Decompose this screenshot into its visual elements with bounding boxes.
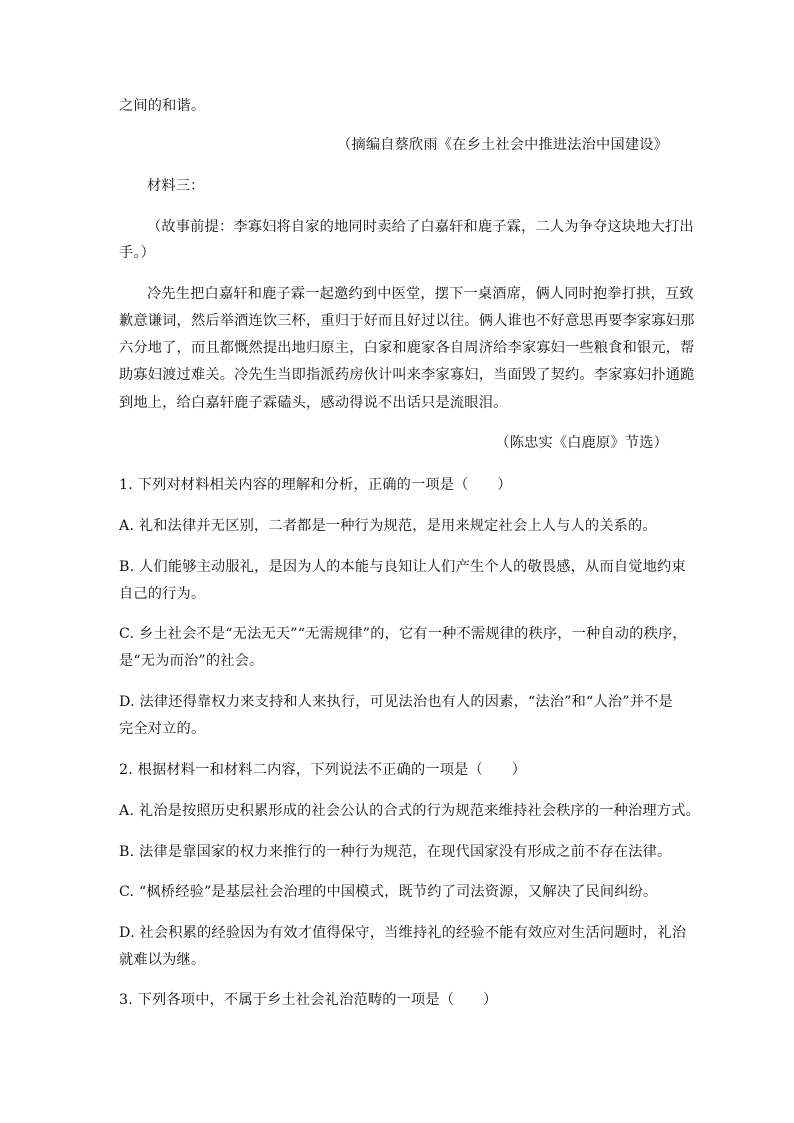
option-line: B. 法律是靠国家的权力来推行的一种行为规范，在现代国家没有形成之前不存在法律。 bbox=[119, 844, 672, 860]
paragraph-line: 手。） bbox=[119, 245, 156, 261]
citation-line: （陈忠实《白鹿原》节选） bbox=[495, 435, 668, 451]
paragraph-line: 六分地了，而且都慨然提出地归原主，白家和鹿家各自周济给李家寡妇一些粮食和银元，帮 bbox=[119, 340, 695, 356]
option-line: 是“无为而治”的社会。 bbox=[119, 653, 264, 669]
option-line: D. 法律还得靠权力来支持和人来执行，可见法治也有人的因素，“法治”和“人治”并不是 bbox=[119, 694, 673, 710]
option-line: D. 社会积累的经验因为有效才值得保守，当维持礼的经验不能有效应对生活问题时，礼治 bbox=[119, 925, 687, 941]
question-stem: 1. 下列对材料相关内容的理解和分析，正确的一项是（ ） bbox=[119, 477, 512, 493]
option-line: 就难以为继。 bbox=[119, 952, 206, 968]
option-line: C. 乡土社会不是“无法无天”“无需规律”的，它有一种不需规律的秩序，一种自动的秩序， bbox=[119, 626, 687, 642]
option-line: 自己的行为。 bbox=[119, 586, 206, 602]
paragraph-line: 助寡妇渡过难关。冷先生当即指派药房伙计叫来李家寡妇，当面毁了契约。李家寡妇扑通跪 bbox=[119, 367, 695, 383]
question-stem: 3. 下列各项中，不属于乡土社会礼治范畴的一项是（ ） bbox=[119, 992, 498, 1008]
paragraph-line: 歉意谦词，然后举酒连饮三杯，重归于好而且好过以往。俩人谁也不好意思再要李家寡妇那 bbox=[119, 313, 695, 329]
option-line: B. 人们能够主动服礼，是因为人的本能与良知让人们产生个人的敬畏感，从而自觉地约束 bbox=[119, 559, 686, 575]
paragraph-line: 到地上，给白嘉轩鹿子霖磕头，感动得说不出话只是流眼泪。 bbox=[119, 395, 508, 411]
option-line: A. 礼和法律并无区别，二者都是一种行为规范，是用来规定社会上人与人的关系的。 bbox=[119, 518, 657, 534]
option-line: 完全对立的。 bbox=[119, 721, 206, 737]
paragraph-line: （故事前提：李寡妇将自家的地同时卖给了白嘉轩和鹿子霖，二人为争夺这块地大打出 bbox=[147, 219, 694, 235]
citation-line: （摘编自蔡欣雨《在乡土社会中推进法治中国建设》 bbox=[337, 137, 668, 153]
question-stem: 2. 根据材料一和材料二内容，下列说法不正确的一项是（ ） bbox=[119, 762, 527, 778]
option-line: A. 礼治是按照历史积累形成的社会公认的合式的行为规范来维持社会秩序的一种治理方式。 bbox=[119, 803, 700, 819]
paragraph-line: 之间的和谐。 bbox=[119, 98, 206, 114]
paragraph-line: 冷先生把白嘉轩和鹿子霖一起邀约到中医堂，摆下一桌酒席，俩人同时抱拳打拱，互致 bbox=[147, 286, 694, 302]
option-line: C. “枫桥经验”是基层社会治理的中国模式，既节约了司法资源，又解决了民间纠纷。 bbox=[119, 884, 658, 900]
section-heading: 材料三： bbox=[147, 178, 205, 194]
